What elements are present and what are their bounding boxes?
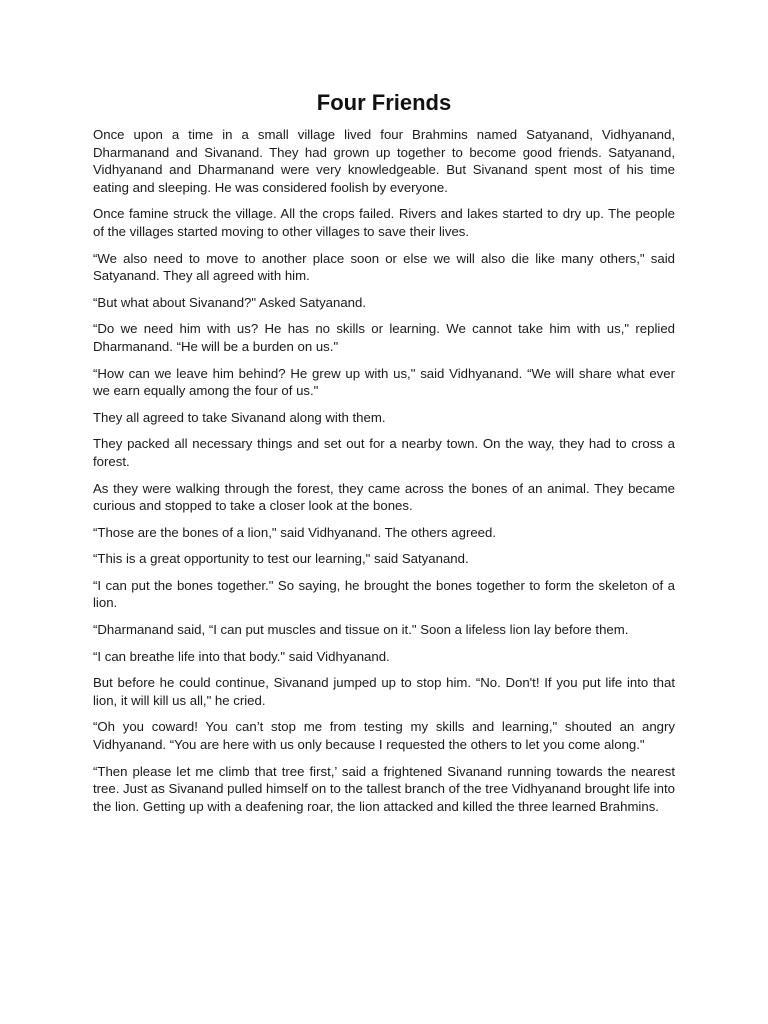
- story-body: [93, 126, 675, 815]
- paragraph: Once famine struck the village. All the crops failed. Rivers and lakes started to dry up. The people of the villages started moving to other villages to save their lives.: [93, 206, 675, 239]
- paragraph: “Oh you coward! You can’t stop me from testing my skills and learning," shouted an angry Vidhyanand. “You are here with us only because I requested the others to let you come along.": [93, 719, 675, 753]
- paragraph: They packed all necessary things and set out for a nearby town. On the way, they had to cross a forest.: [93, 436, 675, 469]
- paragraph: As they were walking through the forest, they came across the bones of an animal. They became curious and stopped to take a closer look at the bones.: [93, 480, 675, 514]
- paragraph: “I can put the bones together." So saying, he brought the bones together to form the skeleton of a lion.: [93, 577, 675, 611]
- paragraph: “Do we need him with us? He has no skills or learning. We cannot take him with us," replied Dharmanand. “He will be a burden on us.": [93, 321, 675, 354]
- paragraph: “Then please let me climb that tree first,’ said a frightened Sivanand running towards the nearest tree. Just as Sivanand pulled himself on to the tallest branch of the tree Vidhyanand brought life into the lion. Getting up with a deafening roar, the lion attacked and killed the three learned Brahmins.: [93, 763, 675, 814]
- page-title: Four Friends: [316, 90, 452, 115]
- paragraph: “But what about Sivanand?" Asked Satyanand.: [93, 294, 367, 310]
- paragraph: But before he could continue, Sivanand jumped up to stop him. “No. Don't! If you put life into that lion, it will kill us all," he cried.: [93, 675, 675, 708]
- paragraph: “Those are the bones of a lion," said Vidhyanand. The others agreed.: [93, 524, 497, 540]
- paragraph: “This is a great opportunity to test our learning," said Satyanand.: [93, 551, 469, 567]
- paragraph: “How can we leave him behind? He grew up with us," said Vidhyanand. “We will share what ever we earn equally among the four of us.": [93, 365, 675, 399]
- paragraph: Once upon a time in a small village lived four Brahmins named Satyanand, Vidhyanand, Dharmanand and Sivanand. They had grown up together to become good friends. Satyanand, Vidhyanand and Dharmanand were very knowledgeable. But Sivanand spent most of his time eating and sleeping. He was considered foolish by everyone.: [93, 127, 675, 195]
- paragraph: “I can breathe life into that body." said Vidhyanand.: [93, 648, 390, 664]
- paragraph: “Dharmanand said, “I can put muscles and tissue on it." Soon a lifeless lion lay before them.: [93, 622, 629, 638]
- paragraph: “We also need to move to another place soon or else we will also die like many others," said Satyanand. They all agreed with him.: [93, 250, 675, 284]
- paragraph: They all agreed to take Sivanand along with them.: [93, 409, 386, 425]
